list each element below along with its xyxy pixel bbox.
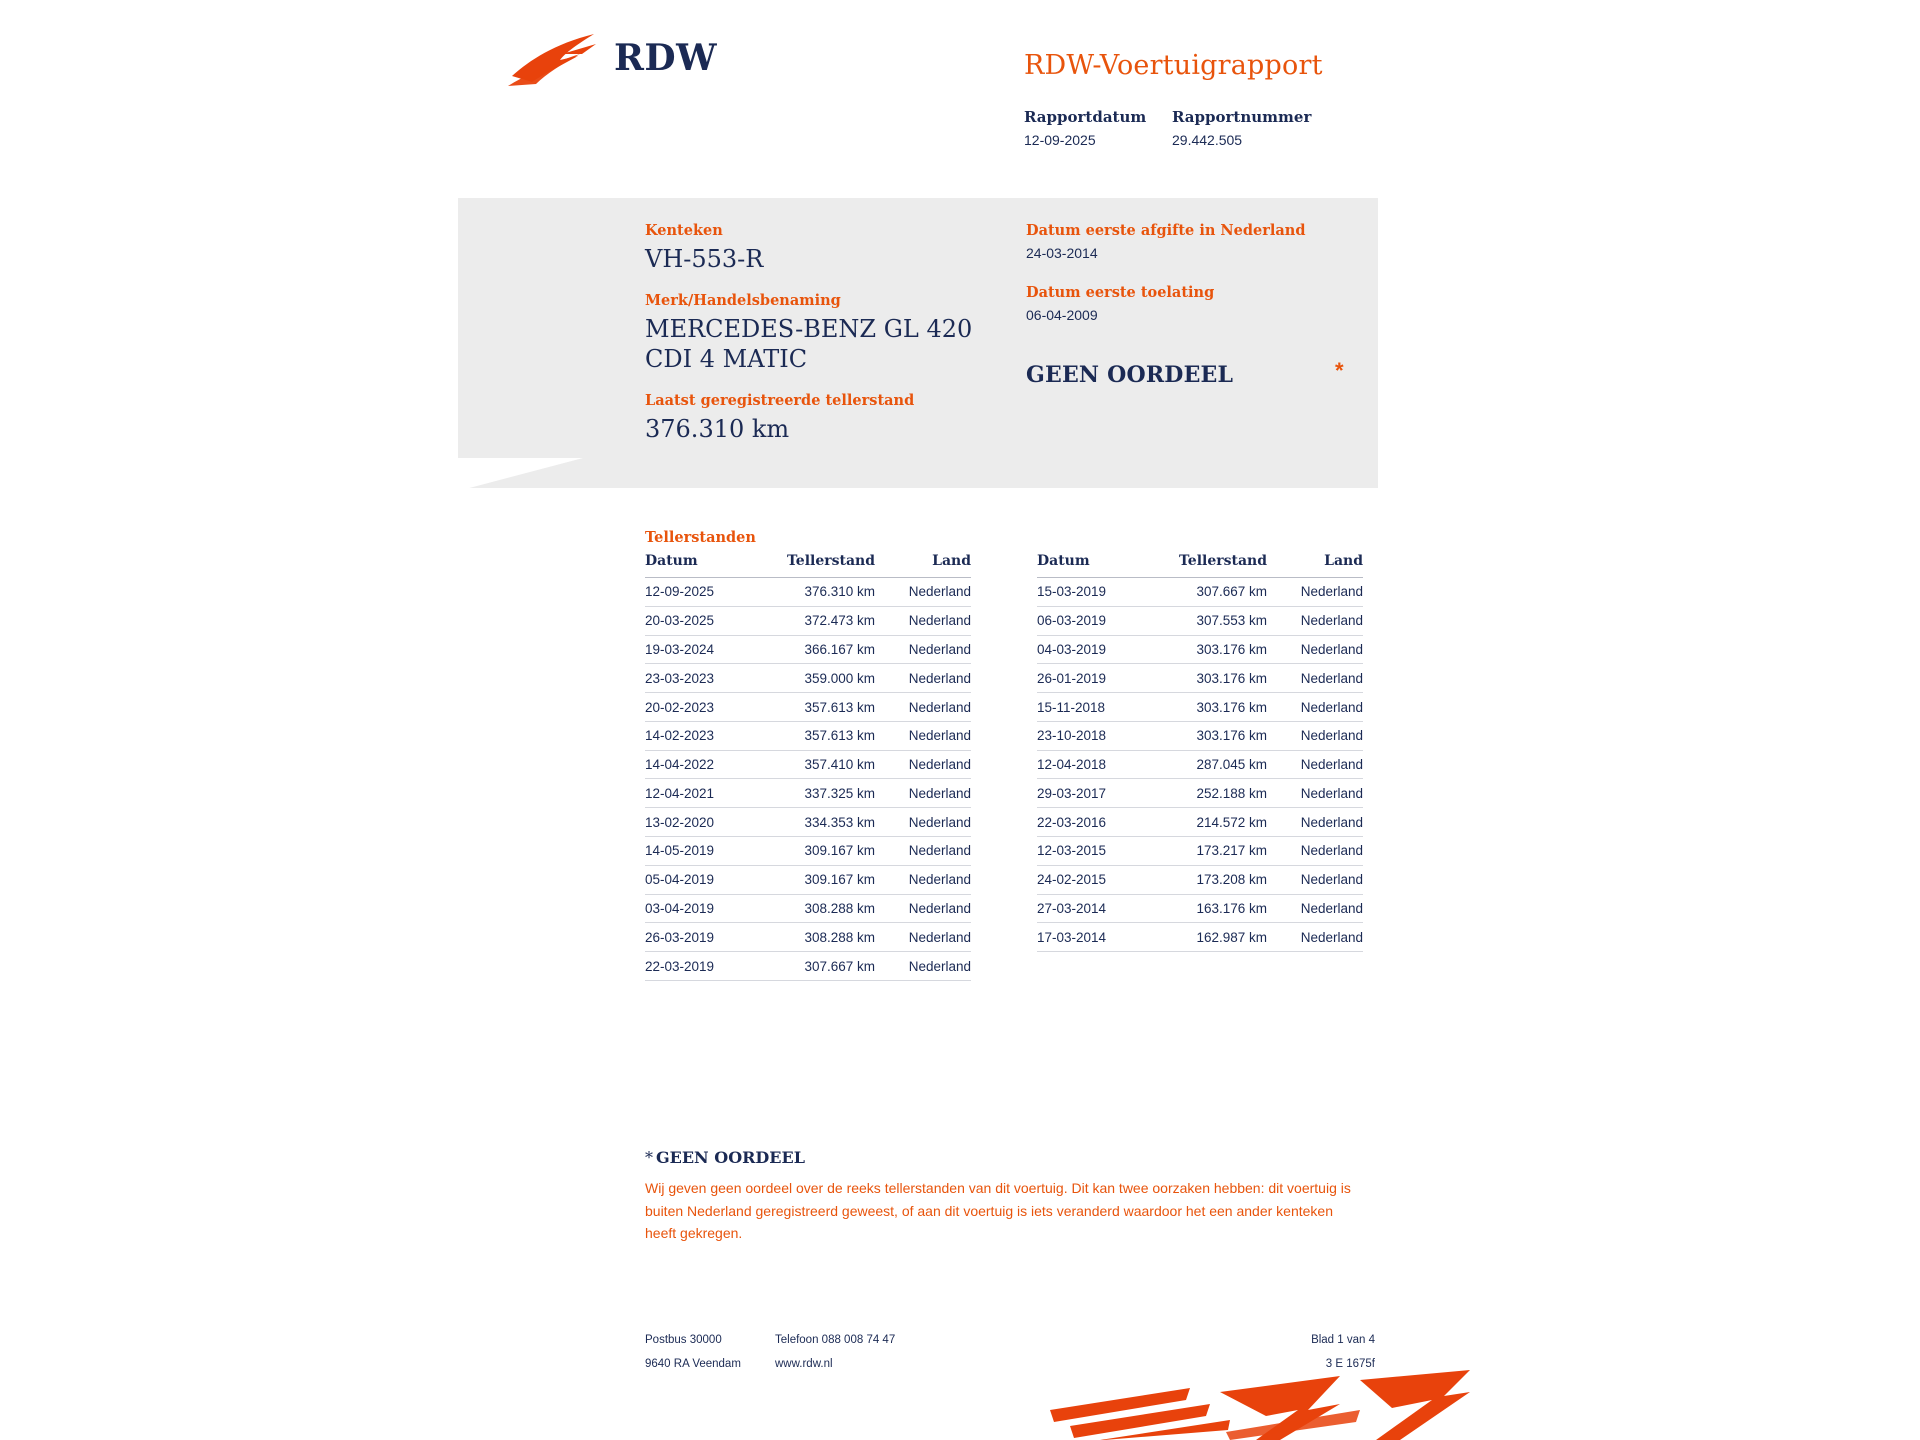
cell-meter: 337.325 km bbox=[765, 779, 875, 808]
table-row bbox=[645, 865, 971, 894]
cell-meter: 366.167 km bbox=[765, 635, 875, 664]
cell-country: Nederland bbox=[1267, 923, 1363, 952]
table-row bbox=[1037, 664, 1363, 693]
table-row bbox=[645, 664, 971, 693]
cell-date: 14-02-2023 bbox=[645, 721, 765, 750]
cell-meter: 308.288 km bbox=[765, 894, 875, 923]
cell-meter: 357.613 km bbox=[765, 721, 875, 750]
cell-date: 12-09-2025 bbox=[645, 578, 765, 607]
rdw-logo bbox=[508, 30, 717, 92]
cell-date: 23-10-2018 bbox=[1037, 721, 1157, 750]
cell-meter: 303.176 km bbox=[1157, 635, 1267, 664]
cell-date: 19-03-2024 bbox=[645, 635, 765, 664]
rdw-watermark-graphic bbox=[1040, 1370, 1500, 1440]
footnote-title-text: GEEN OORDEEL bbox=[656, 1148, 805, 1167]
table-row bbox=[645, 952, 971, 981]
first-admission-label: Datum eerste toelating bbox=[1026, 284, 1215, 302]
cell-date: 14-05-2019 bbox=[645, 837, 765, 866]
first-registration-nl-value: 24-03-2014 bbox=[1026, 245, 1098, 261]
cell-country: Nederland bbox=[875, 721, 971, 750]
cell-date: 03-04-2019 bbox=[645, 894, 765, 923]
report-date-label: Rapportdatum bbox=[1024, 108, 1147, 126]
verdict-asterisk: * bbox=[1335, 358, 1344, 383]
cell-meter: 252.188 km bbox=[1157, 779, 1267, 808]
cell-meter: 359.000 km bbox=[765, 664, 875, 693]
cell-country: Nederland bbox=[1267, 750, 1363, 779]
cell-country: Nederland bbox=[875, 837, 971, 866]
cell-date: 04-03-2019 bbox=[1037, 635, 1157, 664]
report-number-label: Rapportnummer bbox=[1172, 108, 1312, 126]
footer-website[interactable]: www.rdw.nl bbox=[775, 1358, 833, 1370]
cell-meter: 307.667 km bbox=[765, 952, 875, 981]
cell-country: Nederland bbox=[875, 606, 971, 635]
footnote-asterisk: * bbox=[645, 1148, 653, 1167]
cell-meter: 307.553 km bbox=[1157, 606, 1267, 635]
cell-country: Nederland bbox=[875, 865, 971, 894]
footer-row-2 bbox=[645, 1358, 1393, 1370]
first-registration-nl-label: Datum eerste afgifte in Nederland bbox=[1026, 222, 1306, 239]
report-date-block bbox=[1024, 108, 1152, 148]
cell-meter: 303.176 km bbox=[1157, 664, 1267, 693]
col-meter: Tellerstand bbox=[1157, 553, 1267, 578]
cell-meter: 309.167 km bbox=[765, 837, 875, 866]
rdw-swoosh-icon bbox=[508, 30, 600, 92]
report-number-block bbox=[1172, 108, 1311, 148]
cell-meter: 357.410 km bbox=[765, 750, 875, 779]
cell-date: 20-02-2023 bbox=[645, 693, 765, 722]
cell-country: Nederland bbox=[875, 894, 971, 923]
cell-date: 24-02-2015 bbox=[1037, 865, 1157, 894]
brand-label: Merk/Handelsbenaming bbox=[645, 292, 841, 310]
cell-meter: 372.473 km bbox=[765, 606, 875, 635]
cell-meter: 303.176 km bbox=[1157, 721, 1267, 750]
table-row bbox=[1037, 837, 1363, 866]
cell-date: 22-03-2016 bbox=[1037, 808, 1157, 837]
cell-meter: 334.353 km bbox=[765, 808, 875, 837]
cell-date: 17-03-2014 bbox=[1037, 923, 1157, 952]
cell-country: Nederland bbox=[1267, 635, 1363, 664]
meter-readings-table-left bbox=[645, 553, 971, 981]
footnote-title bbox=[645, 1148, 1385, 1167]
cell-date: 12-04-2021 bbox=[645, 779, 765, 808]
licence-label: Kenteken bbox=[645, 222, 723, 239]
table-row bbox=[645, 578, 971, 607]
cell-meter: 376.310 km bbox=[765, 578, 875, 607]
table-row bbox=[1037, 693, 1363, 722]
cell-date: 22-03-2019 bbox=[645, 952, 765, 981]
cell-country: Nederland bbox=[1267, 808, 1363, 837]
cell-meter: 173.208 km bbox=[1157, 865, 1267, 894]
footer-page: Blad 1 van 4 bbox=[1311, 1334, 1375, 1346]
table-row bbox=[1037, 635, 1363, 664]
col-country: Land bbox=[875, 553, 971, 578]
cell-country: Nederland bbox=[875, 693, 971, 722]
last-meter-value: 376.310 km bbox=[645, 414, 790, 443]
meter-readings-title: Tellerstanden bbox=[645, 529, 756, 546]
footer-postbus: Postbus 30000 bbox=[645, 1334, 722, 1346]
footer-city: 9640 RA Veendam bbox=[645, 1358, 741, 1370]
table-row bbox=[1037, 750, 1363, 779]
licence-value: VH-553-R bbox=[645, 245, 764, 273]
cell-date: 15-03-2019 bbox=[1037, 578, 1157, 607]
table-row bbox=[645, 894, 971, 923]
cell-date: 12-03-2015 bbox=[1037, 837, 1157, 866]
last-meter-label: Laatst geregistreerde tellerstand bbox=[645, 391, 915, 409]
cell-country: Nederland bbox=[1267, 578, 1363, 607]
cell-meter: 308.288 km bbox=[765, 923, 875, 952]
cell-meter: 163.176 km bbox=[1157, 894, 1267, 923]
footer-formcode: 3 E 1675f bbox=[1325, 1358, 1375, 1370]
cell-country: Nederland bbox=[875, 808, 971, 837]
cell-country: Nederland bbox=[1267, 894, 1363, 923]
cell-date: 06-03-2019 bbox=[1037, 606, 1157, 635]
table-row bbox=[1037, 894, 1363, 923]
footnote-body: Wij geven geen oordeel over de reeks tellerstanden van dit voertuig. Dit kan twee oorzaken hebben: dit voertuig is buiten Nederland geregistreerd geweest, of aan dit voertuig is iets veranderd waardoor het een ander kenteken heeft gekregen. bbox=[645, 1180, 1351, 1242]
cell-country: Nederland bbox=[875, 923, 971, 952]
table-row bbox=[645, 635, 971, 664]
cell-meter: 309.167 km bbox=[765, 865, 875, 894]
cell-meter: 303.176 km bbox=[1157, 693, 1267, 722]
cell-country: Nederland bbox=[1267, 721, 1363, 750]
table-row bbox=[645, 923, 971, 952]
cell-country: Nederland bbox=[875, 952, 971, 981]
cell-country: Nederland bbox=[875, 779, 971, 808]
table-row bbox=[645, 779, 971, 808]
table-row bbox=[645, 721, 971, 750]
cell-date: 05-04-2019 bbox=[645, 865, 765, 894]
table-row bbox=[1037, 779, 1363, 808]
cell-date: 23-03-2023 bbox=[645, 664, 765, 693]
cell-country: Nederland bbox=[1267, 693, 1363, 722]
table-header-row bbox=[645, 553, 971, 578]
logo-wordmark: RDW bbox=[614, 37, 718, 79]
table-row bbox=[1037, 606, 1363, 635]
first-admission-value: 06-04-2009 bbox=[1026, 307, 1098, 324]
cell-country: Nederland bbox=[1267, 865, 1363, 894]
cell-date: 15-11-2018 bbox=[1037, 693, 1157, 722]
table-row bbox=[1037, 923, 1363, 952]
table-row bbox=[645, 750, 971, 779]
table-body-right bbox=[1037, 578, 1363, 952]
table-row bbox=[1037, 808, 1363, 837]
cell-meter: 162.987 km bbox=[1157, 923, 1267, 952]
cell-country: Nederland bbox=[875, 750, 971, 779]
cell-date: 14-04-2022 bbox=[645, 750, 765, 779]
table-row bbox=[1037, 721, 1363, 750]
meter-readings-table-right bbox=[1037, 553, 1363, 952]
footer-phone: Telefoon 088 008 74 47 bbox=[775, 1334, 896, 1346]
table-row bbox=[645, 693, 971, 722]
col-meter: Tellerstand bbox=[765, 553, 875, 578]
cell-country: Nederland bbox=[1267, 606, 1363, 635]
report-title: RDW-Voertuigrapport bbox=[1024, 50, 1323, 81]
footnote bbox=[645, 1148, 1385, 1245]
panel-left-column bbox=[645, 222, 1005, 462]
cell-meter: 307.667 km bbox=[1157, 578, 1267, 607]
cell-country: Nederland bbox=[875, 578, 971, 607]
cell-country: Nederland bbox=[1267, 837, 1363, 866]
panel-right-column bbox=[1026, 222, 1346, 388]
table-row bbox=[1037, 578, 1363, 607]
cell-date: 29-03-2017 bbox=[1037, 779, 1157, 808]
cell-country: Nederland bbox=[1267, 664, 1363, 693]
brand-value: MERCEDES-BENZ GL 420 CDI 4 MATIC bbox=[645, 315, 973, 373]
report-meta bbox=[1024, 108, 1311, 148]
cell-country: Nederland bbox=[875, 664, 971, 693]
cell-date: 20-03-2025 bbox=[645, 606, 765, 635]
cell-meter: 357.613 km bbox=[765, 693, 875, 722]
cell-meter: 287.045 km bbox=[1157, 750, 1267, 779]
cell-meter: 214.572 km bbox=[1157, 808, 1267, 837]
footer-row-1 bbox=[645, 1334, 1393, 1346]
table-row bbox=[645, 606, 971, 635]
cell-meter: 173.217 km bbox=[1157, 837, 1267, 866]
table-row bbox=[645, 808, 971, 837]
col-country: Land bbox=[1267, 553, 1363, 578]
table-row bbox=[1037, 865, 1363, 894]
report-number-value: 29.442.505 bbox=[1172, 132, 1243, 148]
table-body-left bbox=[645, 578, 971, 981]
cell-country: Nederland bbox=[875, 635, 971, 664]
col-date: Datum bbox=[1037, 553, 1157, 578]
cell-country: Nederland bbox=[1267, 779, 1363, 808]
col-date: Datum bbox=[645, 553, 765, 578]
report-date-value: 12-09-2025 bbox=[1024, 132, 1096, 148]
cell-date: 12-04-2018 bbox=[1037, 750, 1157, 779]
cell-date: 26-03-2019 bbox=[645, 923, 765, 952]
table-row bbox=[645, 837, 971, 866]
table-header-row bbox=[1037, 553, 1363, 578]
cell-date: 26-01-2019 bbox=[1037, 664, 1157, 693]
verdict-text: GEEN OORDEEL bbox=[1026, 362, 1234, 389]
cell-date: 27-03-2014 bbox=[1037, 894, 1157, 923]
document-header bbox=[0, 0, 1920, 180]
cell-date: 13-02-2020 bbox=[645, 808, 765, 837]
